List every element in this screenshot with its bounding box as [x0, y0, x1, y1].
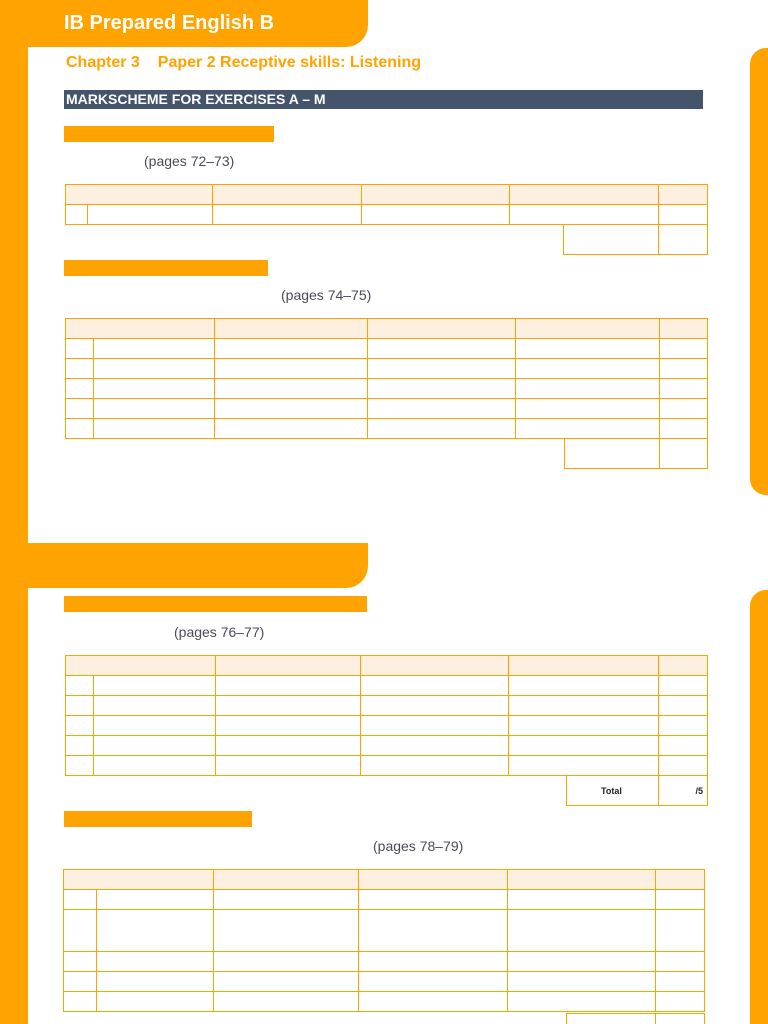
- total-value: /5: [659, 776, 708, 806]
- table-row: [66, 379, 708, 399]
- table-row: [64, 952, 705, 972]
- table-row: [66, 205, 708, 225]
- exercise-4-total: [566, 1013, 705, 1024]
- total-value-cell: [656, 1014, 705, 1024]
- total-label-cell: [564, 225, 659, 255]
- markscheme-title: MARKSCHEME FOR EXERCISES A – M: [64, 90, 703, 109]
- table-row: [66, 359, 708, 379]
- exercise-1-table: [65, 184, 708, 225]
- chapter-number: Chapter 3: [66, 54, 140, 71]
- exercise-3-total: [566, 775, 708, 806]
- total-label-cell: [565, 439, 660, 469]
- exercise-2-heading-bar: [64, 260, 268, 276]
- table-header-row: [66, 185, 708, 205]
- table-row: [66, 419, 708, 439]
- total-value-cell: [659, 225, 708, 255]
- page-border-right: [750, 590, 768, 1024]
- table-row: [66, 339, 708, 359]
- table-row: [66, 736, 708, 756]
- table-row: [66, 676, 708, 696]
- exercise-3-table: [65, 655, 708, 776]
- chapter-title: Paper 2 Receptive skills: Listening: [157, 54, 422, 71]
- header-band: [0, 543, 368, 588]
- table-header-row: [64, 870, 705, 890]
- exercise-3-pages: (pages 76–77): [174, 624, 265, 640]
- table-row: [66, 399, 708, 419]
- table-header-row: [66, 656, 708, 676]
- chapter-heading: [66, 54, 421, 72]
- document-title: IB Prepared English B: [64, 12, 275, 34]
- table-header-row: [66, 319, 708, 339]
- page-corner: [28, 47, 54, 73]
- page-corner: [28, 588, 54, 614]
- exercise-4-pages: (pages 78–79): [373, 838, 464, 854]
- page-border-right: [750, 48, 768, 495]
- table-row: [64, 992, 705, 1012]
- total-value-cell: [660, 439, 708, 469]
- table-row: [66, 716, 708, 736]
- table-row: [64, 910, 705, 952]
- exercise-1-total: [563, 224, 708, 255]
- table-row: [64, 890, 705, 910]
- exercise-2-total: [564, 438, 708, 469]
- exercise-4-heading-bar: [64, 811, 252, 827]
- table-row: [66, 696, 708, 716]
- exercise-4-table: [63, 869, 705, 1012]
- exercise-1-pages: (pages 72–73): [144, 153, 235, 169]
- exercise-1-heading-bar: [64, 126, 274, 142]
- page-border-left: [0, 0, 28, 543]
- table-row: [64, 972, 705, 992]
- total-label-cell: [567, 1014, 656, 1024]
- page-border-left: [0, 543, 28, 1024]
- page-2: [0, 543, 768, 1024]
- table-row: [66, 756, 708, 776]
- exercise-3-heading-bar: [64, 596, 367, 612]
- exercise-2-pages: (pages 74–75): [281, 287, 372, 303]
- total-label: Total: [567, 776, 659, 806]
- exercise-2-table: [65, 318, 708, 439]
